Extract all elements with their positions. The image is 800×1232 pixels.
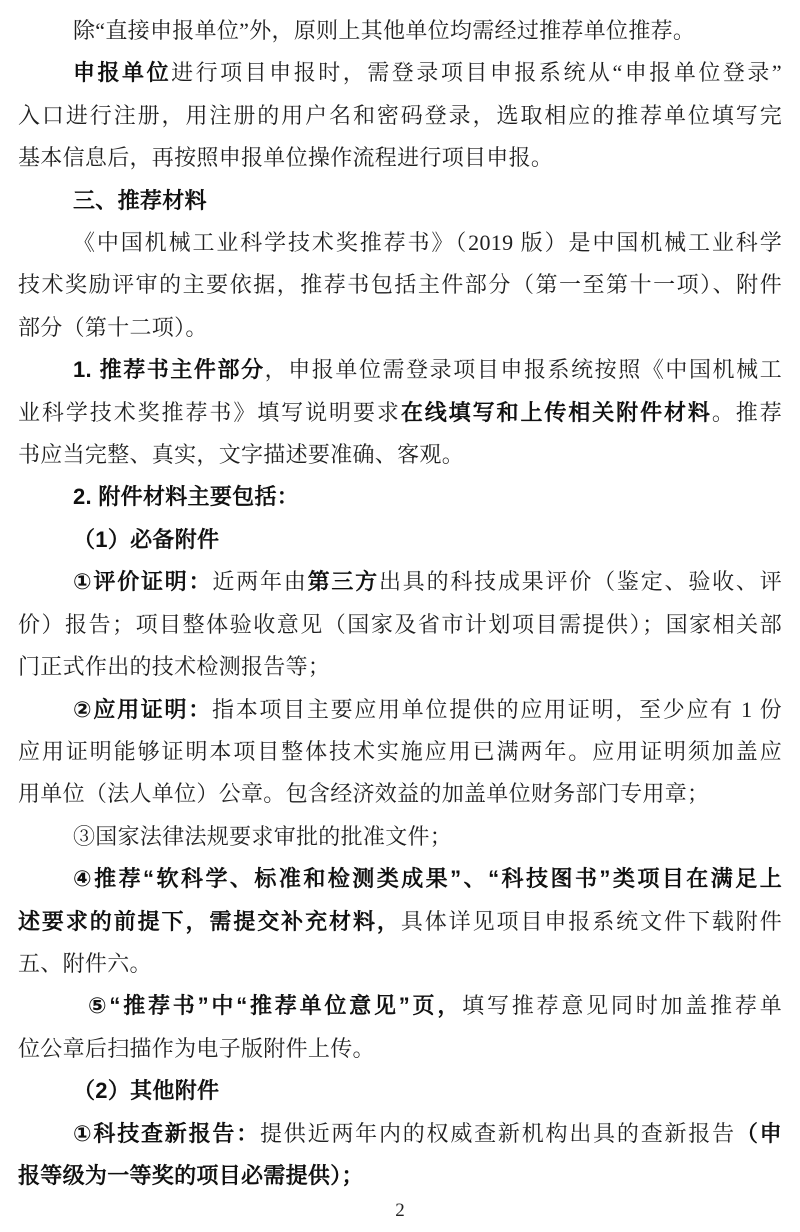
text-line [18,901,782,943]
bold-text-segment: 报等级为一等奖的项目必需提供）； [18,1162,364,1188]
text-line [18,604,782,646]
text-line [18,773,782,815]
bold-text-segment: 1. 推荐书主件部分 [73,357,265,383]
bold-text-segment: （申 [735,1120,782,1146]
text-line [18,52,782,94]
text-segment: 技术奖励评审的主要依据，推荐书包括主件部分（第一至第十一项）、附件 [18,272,782,298]
document-body [18,10,782,1197]
text-segment: 入口进行注册，用注册的用户名和密码登录，选取相应的推荐单位填写完 [18,102,782,128]
bold-text-segment: 2. 附件材料主要包括： [73,484,300,510]
text-line [18,476,782,518]
text-segment: 位公章后扫描作为电子版附件上传。 [18,1035,375,1061]
text-line [18,392,782,434]
text-line [18,943,782,985]
text-line [18,264,782,306]
text-line [18,985,782,1027]
text-line [18,10,782,52]
bold-text-segment: 在线填写和上传相关附件材料 [400,399,712,425]
text-segment: 五、附件六。 [18,950,152,976]
bold-text-segment: ④推荐“软科学、标准和检测类成果”、“科技图书”类项目在满足上 [73,866,782,892]
bold-text-segment: 述要求的前提下，需提交补充材料， [18,908,401,934]
bold-text-segment: （2）其他附件 [73,1078,220,1104]
text-line [18,1155,782,1197]
text-segment: 填写推荐意见同时加盖推荐单 [462,993,782,1019]
text-line [18,858,782,900]
text-line [18,731,782,773]
text-line [18,180,782,222]
bold-text-segment: ②应用证明： [73,696,212,722]
text-segment: 近两年由 [212,569,308,595]
text-line [18,137,782,179]
text-segment: 门正式作出的技术检测报告等； [18,654,331,680]
bold-text-segment: ⑤“推荐书”中“推荐单位意见”页， [88,993,463,1019]
bold-text-segment: 第三方 [307,569,379,595]
text-segment: ，申报单位需登录项目申报系统按照《中国机械工 [264,357,782,383]
text-segment: 部分（第十二项）。 [18,314,208,340]
text-segment: 具体详见项目申报系统文件下载附件 [400,908,782,934]
text-line [18,689,782,731]
text-line [18,646,782,688]
text-segment: 业科学技术奖推荐书》填写说明要求 [18,399,401,425]
bold-text-segment: （1）必备附件 [73,526,220,552]
text-line [18,519,782,561]
bold-text-segment: 申报单位 [73,60,172,86]
text-line [18,561,782,603]
text-line [18,95,782,137]
text-line [18,349,782,391]
text-segment: ③国家法律法规要求审批的批准文件； [73,823,453,849]
text-segment: 用单位（法人单位）公章。包含经济效益的加盖单位财务部门专用章； [18,781,710,807]
text-segment: 提供近两年内的权威查新机构出具的查新报告 [259,1120,736,1146]
text-line [18,1028,782,1070]
text-segment: 基本信息后，再按照申报单位操作流程进行项目申报。 [18,145,554,171]
text-segment: 进行项目申报时，需登录项目申报系统从“申报单位登录” [171,60,782,86]
text-segment: 价）报告；项目整体验收意见（国家及省市计划项目需提供）；国家相关部 [18,611,782,637]
text-line [18,434,782,476]
text-line [18,307,782,349]
text-segment: 《中国机械工业科学技术奖推荐书》（2019 版）是中国机械工业科学 [73,230,782,256]
text-segment: 除“直接申报单位”外，原则上其他单位均需经过推荐单位推荐。 [73,18,696,43]
text-line [18,816,782,858]
bold-text-segment: 三、推荐材料 [73,187,207,213]
text-line [18,1113,782,1155]
text-segment: 书应当完整、真实，文字描述要准确、客观。 [18,442,465,468]
text-segment: 出具的科技成果评价（鉴定、验收、评 [378,569,782,595]
text-segment: 。推荐 [711,399,782,425]
text-segment: 指本项目主要应用单位提供的应用证明，至少应有 1 份 [211,696,782,722]
text-line [18,222,782,264]
page-number: 2 [395,1200,405,1221]
bold-text-segment: ①科技查新报告： [73,1120,260,1146]
text-segment: 应用证明能够证明本项目整体技术实施应用已满两年。应用证明须加盖应 [18,738,782,764]
bold-text-segment: ①评价证明： [73,569,213,595]
text-line [18,1070,782,1112]
